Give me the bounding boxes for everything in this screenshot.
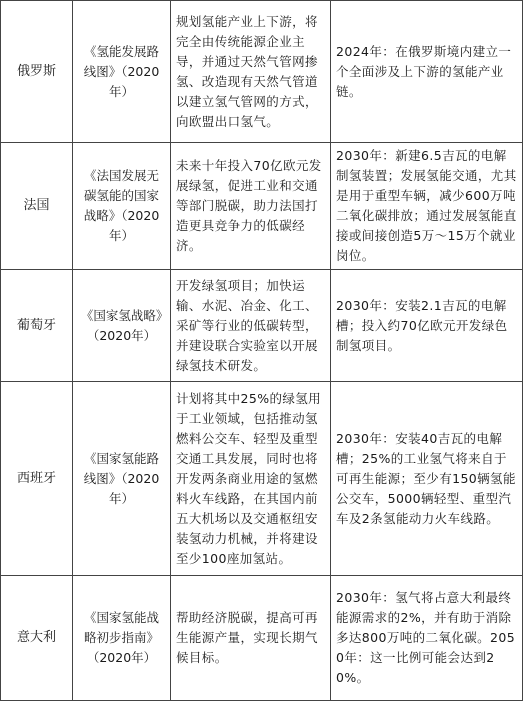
measures-cell: 未来十年投入70亿欧元发展绿氢，促进工业和交通等部门脱碳，助力法国打造更具竞争力的低碳经济。 [171,143,331,270]
table-row-russia [1,1,523,143]
goals-cell: 2030年：安装40吉瓦的电解槽；25%的工业氢气将来自于可再生能源；至少有150辆氢能公交车，5000辆轻型、重型汽车及2条氢能动力火车线路。 [331,382,523,576]
country-cell: 葡萄牙 [1,270,73,382]
strategy-document-cell: 《国家氢能战略初步指南》（2020年） [73,576,171,701]
country-cell: 法国 [1,143,73,270]
table-row-italy [1,576,523,701]
goals-cell: 2024年：在俄罗斯境内建立一个全面涉及上下游的氢能产业链。 [331,1,523,143]
strategy-document-cell: 《氢能发展路线图》（2020年） [73,1,171,143]
strategy-document-cell: 《法国发展无碳氢能的国家战略》（2020年） [73,143,171,270]
measures-cell: 开发绿氢项目；加快运输、水泥、冶金、化工、采矿等行业的低碳转型，并建设联合实验室以开展绿氢技术研发。 [171,270,331,382]
strategy-document-cell: 《国家氢战略》（2020年） [73,270,171,382]
measures-cell: 计划将其中25%的绿氢用于工业领域，包括推动氢燃料公交车、轻型及重型交通工具发展，同时也将开发两条商业用途的氢燃料火车线路，在其国内前五大机场以及交通枢纽安装氢动力机械，并将建设至少100座加氢站。 [171,382,331,576]
country-cell: 意大利 [1,576,73,701]
country-cell: 西班牙 [1,382,73,576]
measures-cell: 帮助经济脱碳，提高可再生能源产量，实现长期气候目标。 [171,576,331,701]
table-row-spain [1,382,523,576]
country-cell: 俄罗斯 [1,1,73,143]
goals-cell: 2030年：新建6.5吉瓦的电解制氢装置；发展氢能交通，尤其是用于重型车辆，减少600万吨二氧化碳排放；通过发展氢能直接或间接创造5万〜15万个就业岗位。 [331,143,523,270]
goals-cell: 2030年：氢气将占意大利最终能源需求的2%，并有助于消除多达800万吨的二氧化碳。2050年：这一比例可能会达到20%。 [331,576,523,701]
measures-cell: 规划氢能产业上下游，将完全由传统能源企业主导，并通过天然气管网掺氢、改造现有天然气管道以建立氢气管网的方式，向欧盟出口氢气。 [171,1,331,143]
table-row-france [1,143,523,270]
strategy-document-cell: 《国家氢能路线图》（2020年） [73,382,171,576]
table-row-portugal [1,270,523,382]
goals-cell: 2030年：安装2.1吉瓦的电解槽；投入约70亿欧元开发绿色制氢项目。 [331,270,523,382]
